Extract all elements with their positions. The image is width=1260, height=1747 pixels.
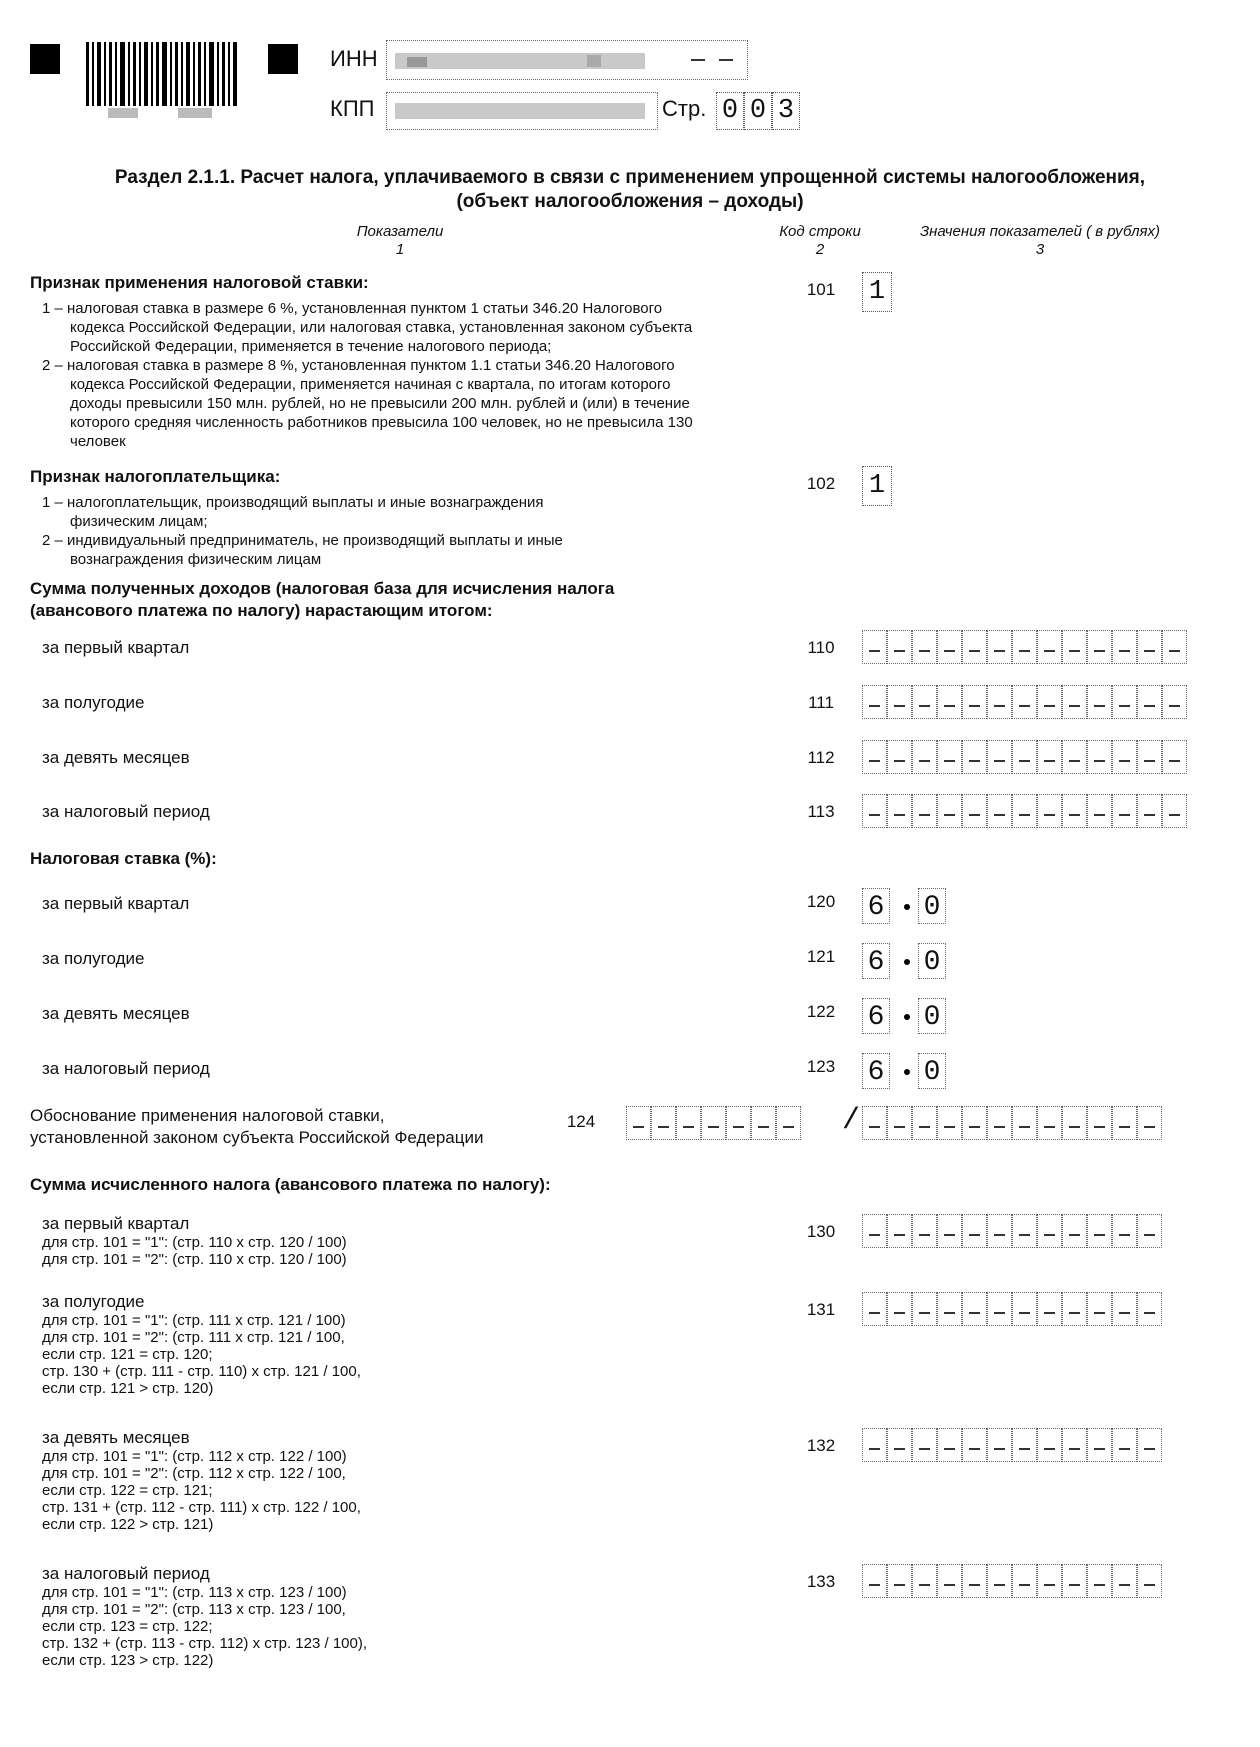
formula-line: если стр. 121 = стр. 120; [42,1346,213,1363]
empty-digit-cell [1137,685,1162,719]
empty-digit-cell [1012,1292,1037,1326]
sign-rate-option: 1 – налоговая ставка в размере 6 %, установленная пунктом 1 статьи 346.20 Налогового [42,300,663,317]
empty-digit-cell [1062,1106,1087,1140]
empty-digit-cell [1062,1564,1087,1598]
sign-payer-option: 2 – индивидуальный предприниматель, не производящий выплаты и иные [42,532,563,549]
income-112-field[interactable] [862,740,1187,774]
sign-payer-option: физическим лицам; [70,513,208,530]
formula-line: за полугодие [42,1292,145,1311]
empty-digit-cell [1037,685,1062,719]
empty-digit-cell [1062,794,1087,828]
empty-digit-cell [1137,1106,1162,1140]
formula-line: стр. 131 + (стр. 112 - стр. 111) х стр. 122 / 100, [42,1499,361,1516]
empty-digit-cell [912,1214,937,1248]
empty-digit-cell [1112,740,1137,774]
formula-line: если стр. 121 > стр. 120) [42,1380,214,1397]
rate-row-label: за девять месяцев [42,1004,190,1023]
empty-digit-cell [1062,1292,1087,1326]
income-row-label: за первый квартал [42,638,190,657]
barcode [84,42,254,122]
rate-row-label: за налоговый период [42,1059,210,1078]
decimal-point [904,1014,910,1020]
empty-digit-cell [1012,630,1037,664]
empty-digit-cell [987,1106,1012,1140]
empty-digit-cell [726,1106,751,1140]
empty-digit-cell [862,1428,887,1462]
empty-digit-cell [1137,1564,1162,1598]
col1-header: Показатели [356,223,444,240]
empty-digit-cell [912,630,937,664]
sign-payer-option: 1 – налогоплательщик, производящий выплаты и иные вознаграждения [42,494,544,511]
empty-digit-cell [1112,1428,1137,1462]
kpp-label: КПП [330,96,375,121]
empty-digit-cell [962,740,987,774]
line-code-111: 111 [808,693,834,712]
page-digit: 0 [744,92,772,130]
line-code-120: 120 [806,892,836,911]
income-row-label: за девять месяцев [42,748,190,767]
empty-digit-cell [1087,1428,1112,1462]
empty-digit-cell [937,740,962,774]
empty-digit-cell [987,1564,1012,1598]
empty-digit-cell [1112,630,1137,664]
empty-digit-cell [962,794,987,828]
tax-133-field[interactable] [862,1564,1162,1598]
empty-digit-cell [862,1214,887,1248]
section-title-line2: (объект налогообложения – доходы) [456,191,804,212]
empty-digit-cell [987,685,1012,719]
col2-number: 2 [815,241,825,258]
income-110-field[interactable] [862,630,1187,664]
empty-digit-cell [862,630,887,664]
empty-digit-cell [912,685,937,719]
line-code-131: 131 [806,1300,836,1319]
empty-digit-cell [862,740,887,774]
line-code-132: 132 [806,1436,836,1455]
empty-digit-cell [937,1106,962,1140]
line-code-121: 121 [806,947,836,966]
empty-digit-cell [1112,1214,1137,1248]
empty-digit-cell [962,1292,987,1326]
empty-digit-cell [887,1214,912,1248]
empty-digit-cell [1037,1214,1062,1248]
empty-digit-cell [1012,1428,1037,1462]
decimal-point [904,904,910,910]
sign-rate-value[interactable]: 1 [862,272,892,312]
empty-digit-cell [1137,630,1162,664]
col3-number: 3 [1035,241,1045,258]
empty-digit-cell [987,794,1012,828]
tax-132-field[interactable] [862,1428,1162,1462]
empty-digit-cell [912,740,937,774]
line-code-112: 112 [807,748,835,767]
sign-rate-option: Российской Федерации, применяется в течение налогового периода; [70,338,552,355]
rate-integer: 6 [862,888,890,924]
income-title: (авансового платежа по налогу) нарастающим итогом: [30,601,493,620]
page-label: Стр. [662,96,707,121]
empty-digit-cell [987,1428,1012,1462]
empty-digit-cell [887,1292,912,1326]
tax-130-field[interactable] [862,1214,1162,1248]
empty-digit-cell [937,1214,962,1248]
line-code-113: 113 [807,802,835,821]
tax-formula-131 [42,1292,361,1397]
empty-digit-cell [987,1214,1012,1248]
empty-digit-cell [887,1564,912,1598]
empty-digit-cell [1087,794,1112,828]
sign-rate-option: человек [70,433,126,450]
decimal-point [904,959,910,965]
empty-digit-cell [962,1428,987,1462]
empty-digit-cell [651,1106,676,1140]
tax-131-field[interactable] [862,1292,1162,1326]
empty-digit-cell [1137,1292,1162,1326]
empty-digit-cell [1137,1214,1162,1248]
empty-digit-cell [962,685,987,719]
formula-line: за налоговый период [42,1564,210,1583]
sign-rate-title: Признак применения налоговой ставки: [30,273,369,292]
rate-fraction: 0 [918,943,946,979]
empty-digit-cell [987,1292,1012,1326]
empty-digit-cell [1087,1214,1112,1248]
empty-digit-cell [751,1106,776,1140]
empty-digit-cell [1137,740,1162,774]
decimal-point [904,1069,910,1075]
registration-mark-left [30,44,60,74]
col1-number: 1 [395,241,405,258]
formula-line: если стр. 123 > стр. 122) [42,1652,214,1669]
line-code-101: 101 [806,280,836,299]
rate-title: Налоговая ставка (%): [30,849,217,868]
empty-digit-cell [962,1564,987,1598]
line-code-102: 102 [806,474,836,493]
formula-line: если стр. 122 = стр. 121; [42,1482,213,1499]
basis-label: установленной законом субъекта Российской Федерации [30,1128,484,1147]
income-row-label: за полугодие [42,693,145,712]
line-code-130: 130 [806,1222,836,1241]
formula-line: для стр. 101 = "2": (стр. 110 х стр. 120 / 100) [42,1251,347,1268]
inn-label: ИНН [330,46,378,71]
col2-header: Код строки [779,223,861,240]
empty-digit-cell [937,685,962,719]
rate-fraction: 0 [918,888,946,924]
empty-digit-cell [1037,1564,1062,1598]
empty-digit-cell [1012,740,1037,774]
formula-line: для стр. 101 = "1": (стр. 112 х стр. 122 / 100) [42,1448,347,1465]
income-row-label: за налоговый период [42,802,210,821]
empty-digit-cell [887,794,912,828]
empty-digit-cell [1087,685,1112,719]
rate-integer: 6 [862,1053,890,1089]
empty-digit-cell [887,685,912,719]
empty-digit-cell [912,1292,937,1326]
empty-digit-cell [937,1564,962,1598]
tax-formula-130 [42,1214,347,1268]
empty-digit-cell [1037,1428,1062,1462]
line-code-124: 124 [566,1112,596,1131]
empty-digit-cell [1087,1106,1112,1140]
registration-mark-right [268,44,298,74]
empty-digit-cell [1037,740,1062,774]
formula-line: для стр. 101 = "2": (стр. 112 х стр. 122 / 100, [42,1465,346,1482]
tax-formula-133 [42,1564,367,1669]
formula-line: стр. 130 + (стр. 111 - стр. 110) х стр. 121 / 100, [42,1363,361,1380]
formula-line: стр. 132 + (стр. 113 - стр. 112) х стр. 123 / 100), [42,1635,368,1652]
empty-digit-cell [1112,794,1137,828]
empty-digit-cell [676,1106,701,1140]
empty-digit-cell [937,1428,962,1462]
section-title-line1: Раздел 2.1.1. Расчет налога, уплачиваемого в связи с применением упрощенной системы налогообложения, [114,167,1146,188]
empty-digit-cell [1137,794,1162,828]
line-code-123: 123 [806,1057,836,1076]
empty-digit-cell [1087,1564,1112,1598]
kpp-field[interactable] [386,92,658,130]
sign-payer-title: Признак налогоплательщика: [30,467,281,486]
empty-digit-cell [1037,630,1062,664]
formula-line: за девять месяцев [42,1428,190,1447]
sign-rate-option: кодекса Российской Федерации, применяется начиная с квартала, по итогам которого [70,376,671,393]
empty-digit-cell [1062,630,1087,664]
page-digit: 0 [716,92,744,130]
empty-digit-cell [626,1106,651,1140]
empty-digit-cell [887,1106,912,1140]
basis-article-field[interactable] [626,1106,801,1140]
formula-line: если стр. 122 > стр. 121) [42,1516,214,1533]
empty-digit-cell [1087,740,1112,774]
empty-digit-cell [1062,740,1087,774]
income-111-field[interactable] [862,685,1187,719]
empty-digit-cell [1162,685,1187,719]
formula-line: если стр. 123 = стр. 122; [42,1618,213,1635]
empty-digit-cell [1062,1428,1087,1462]
empty-digit-cell [1162,794,1187,828]
empty-digit-cell [1087,1292,1112,1326]
sign-rate-option: которого средняя численность работников превысила 100 человек, но не превысила 130 [70,414,693,431]
empty-digit-cell [1112,1564,1137,1598]
basis-slash: / [842,1104,861,1138]
tax-title: Сумма исчисленного налога (авансового платежа по налогу): [30,1175,551,1194]
empty-digit-cell [1112,1106,1137,1140]
income-title: Сумма полученных доходов (налоговая база для исчисления налога [30,579,615,598]
empty-digit-cell [962,1106,987,1140]
sign-rate-option: 2 – налоговая ставка в размере 8 %, установленная пунктом 1.1 статьи 346.20 Налогового [42,357,675,374]
empty-digit-cell [862,1564,887,1598]
empty-digit-cell [887,740,912,774]
col3-header: Значения показателей ( в рублях) [919,223,1161,240]
tax-formula-132 [42,1428,361,1533]
empty-digit-cell [1012,685,1037,719]
rate-integer: 6 [862,998,890,1034]
empty-digit-cell [1062,1214,1087,1248]
empty-digit-cell [1137,1428,1162,1462]
empty-digit-cell [1162,630,1187,664]
formula-line: за первый квартал [42,1214,190,1233]
formula-line: для стр. 101 = "2": (стр. 111 х стр. 121 / 100, [42,1329,345,1346]
empty-digit-cell [862,1292,887,1326]
empty-digit-cell [1087,630,1112,664]
sign-rate-option: кодекса Российской Федерации, или налоговая ставка, установленная законом субъекта [70,319,693,336]
page-digit: 3 [772,92,800,130]
empty-digit-cell [1037,1106,1062,1140]
empty-digit-cell [937,794,962,828]
rate-row-label: за первый квартал [42,894,190,913]
line-code-122: 122 [806,1002,836,1021]
formula-line: для стр. 101 = "1": (стр. 111 х стр. 121 / 100) [42,1312,346,1329]
empty-digit-cell [1037,794,1062,828]
empty-digit-cell [912,1564,937,1598]
empty-digit-cell [937,1292,962,1326]
empty-digit-cell [1012,1214,1037,1248]
empty-digit-cell [1062,685,1087,719]
page-number-field [716,92,800,130]
income-113-field[interactable] [862,794,1187,828]
rate-integer: 6 [862,943,890,979]
formula-line: для стр. 101 = "1": (стр. 113 х стр. 123 / 100) [42,1584,347,1601]
empty-digit-cell [776,1106,801,1140]
empty-digit-cell [1112,685,1137,719]
empty-digit-cell [987,630,1012,664]
rate-fraction: 0 [918,998,946,1034]
sign-payer-value[interactable]: 1 [862,466,892,506]
empty-digit-cell [887,630,912,664]
line-code-110: 110 [807,638,835,657]
empty-digit-cell [1012,1564,1037,1598]
empty-digit-cell [962,1214,987,1248]
empty-digit-cell [1012,1106,1037,1140]
empty-digit-cell [1112,1292,1137,1326]
rate-row-label: за полугодие [42,949,145,968]
basis-label: Обоснование применения налоговой ставки, [30,1106,385,1125]
sign-rate-option: доходы превысили 150 млн. рублей, но не превысили 200 млн. рублей и (или) в течение [70,395,690,412]
empty-digit-cell [962,630,987,664]
formula-line: для стр. 101 = "1": (стр. 110 х стр. 120 / 100) [42,1234,347,1251]
empty-digit-cell [912,794,937,828]
empty-digit-cell [1012,794,1037,828]
empty-digit-cell [937,630,962,664]
basis-item-field[interactable] [862,1106,1162,1140]
empty-digit-cell [912,1428,937,1462]
empty-digit-cell [862,1106,887,1140]
empty-digit-cell [887,1428,912,1462]
line-code-133: 133 [806,1572,836,1591]
sign-payer-option: вознаграждения физическим лицам [70,551,322,568]
rate-fraction: 0 [918,1053,946,1089]
empty-digit-cell [912,1106,937,1140]
empty-digit-cell [1037,1292,1062,1326]
empty-digit-cell [1162,740,1187,774]
inn-field[interactable] [386,40,748,80]
empty-digit-cell [862,685,887,719]
empty-digit-cell [701,1106,726,1140]
empty-digit-cell [862,794,887,828]
empty-digit-cell [987,740,1012,774]
formula-line: для стр. 101 = "2": (стр. 113 х стр. 123 / 100, [42,1601,346,1618]
